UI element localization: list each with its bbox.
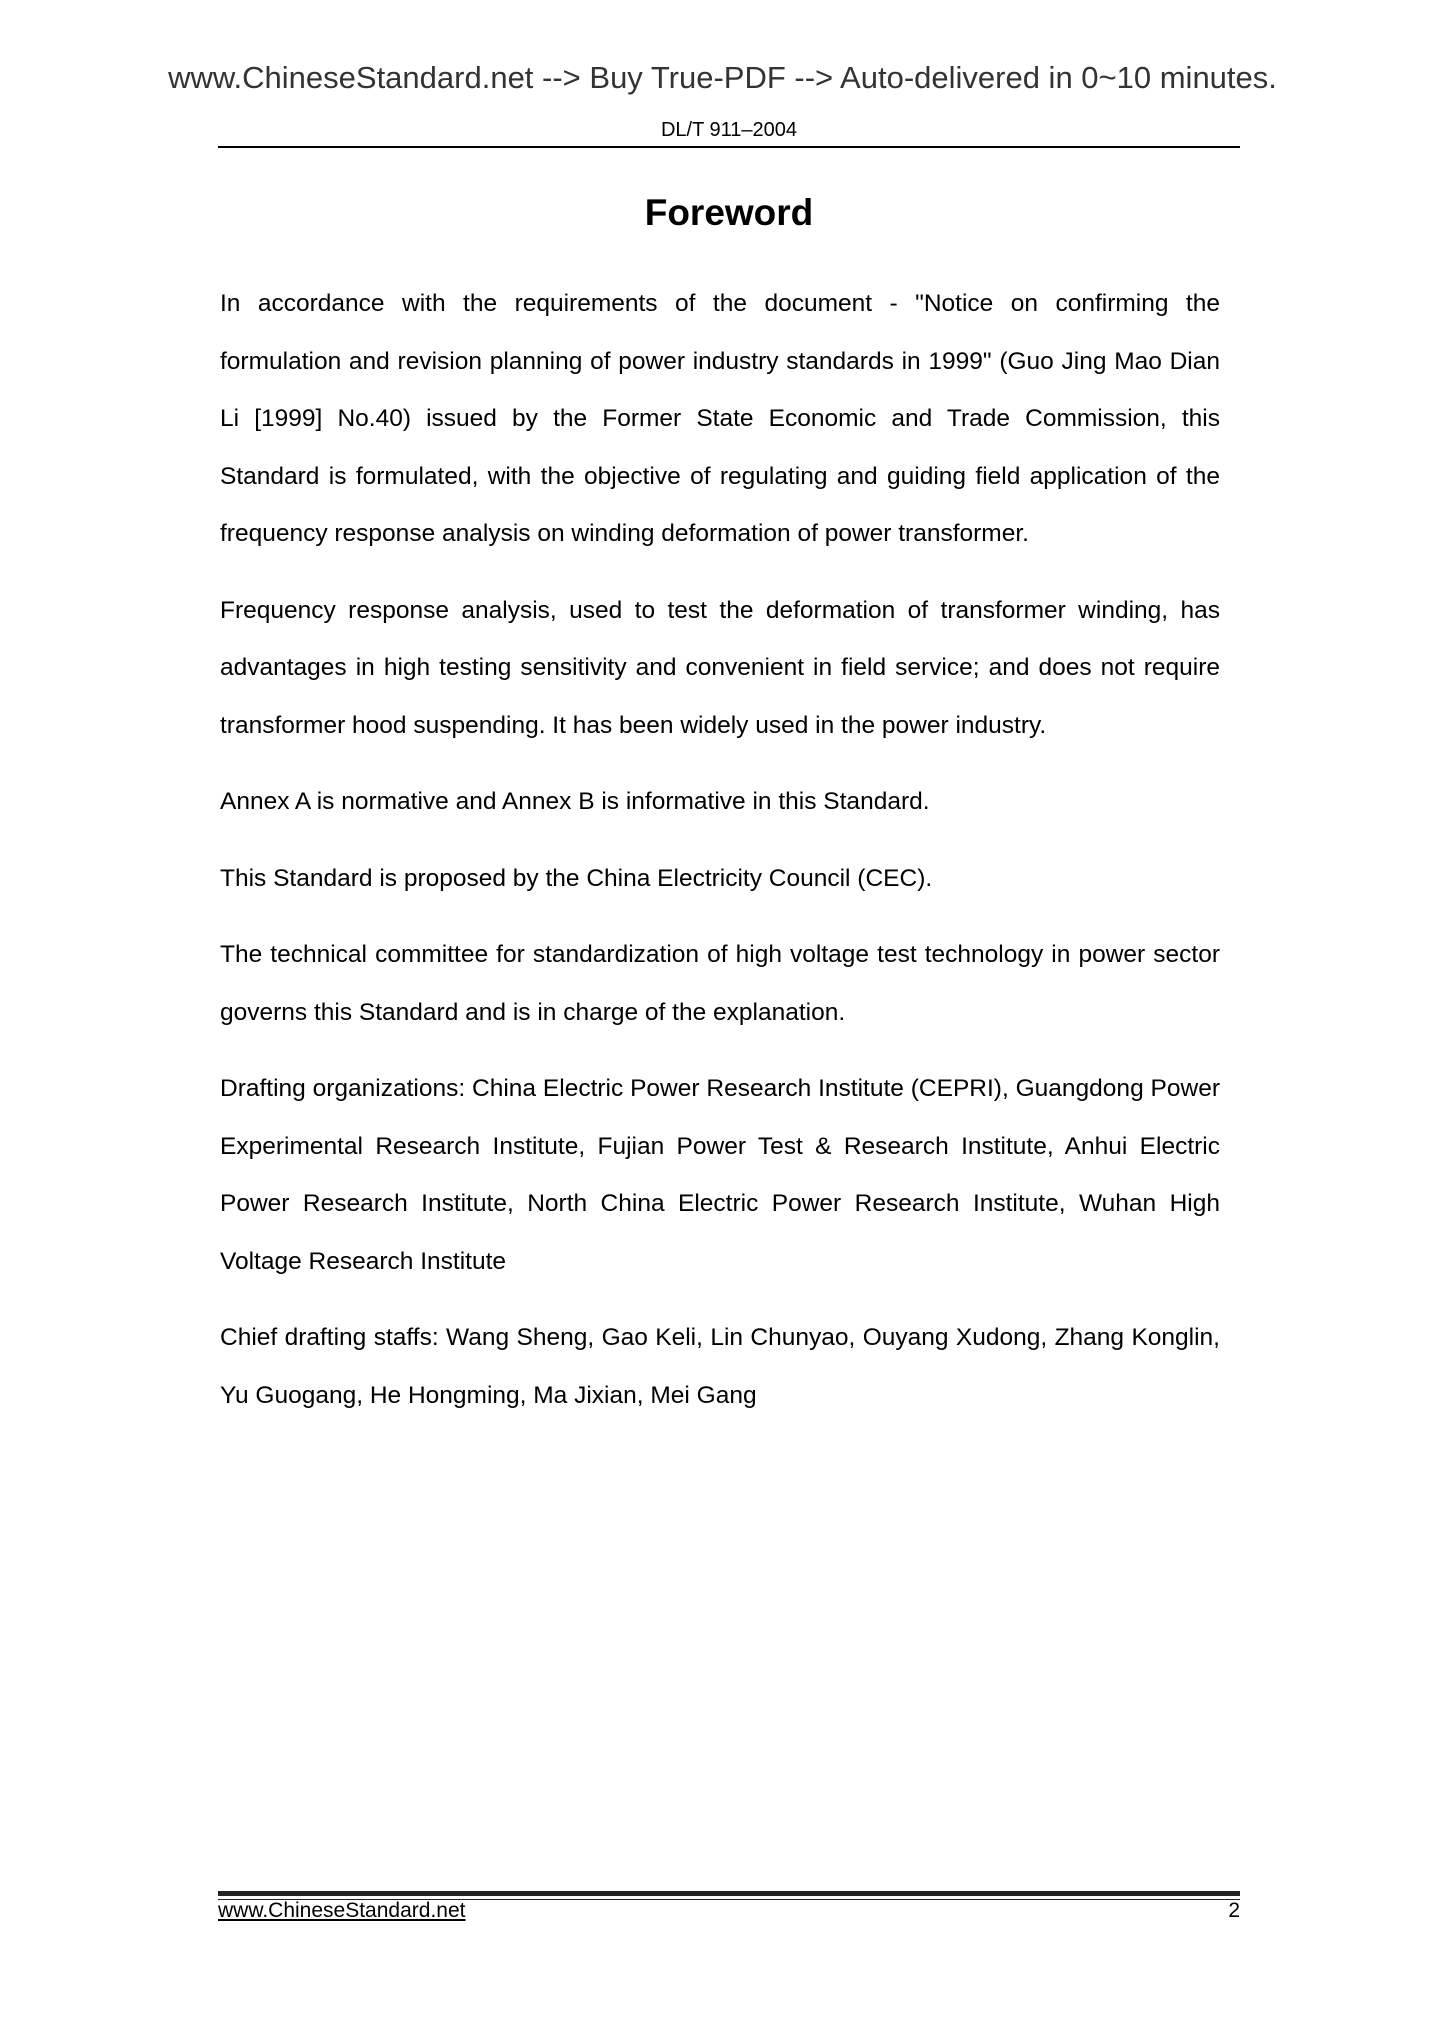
- paragraph-proposer: This Standard is proposed by the China Electricity Council (CEC).: [220, 864, 933, 892]
- page-title: Foreword: [644, 192, 814, 233]
- page-number: 2: [1228, 1899, 1240, 1922]
- footer-website-link[interactable]: www.ChineseStandard.net: [218, 1899, 466, 1922]
- promo-banner[interactable]: www.ChineseStandard.net --> Buy True-PDF --> Auto-delivered in 0~10 minutes.: [168, 60, 1277, 95]
- paragraph-committee: The technical committee for standardization of high voltage test technology in power sector governs this Standard and is in charge of the explanation.: [220, 941, 1220, 1026]
- paragraph-background: In accordance with the requirements of the document - "Notice on confirming the formulation and revision planning of power industry standards in 1999" (Guo Jing Mao Dian Li [1999] No.40) issued by the Former State Economic and Trade Commission, this Standard is formulated, with the objective of regulating and guiding field application of the frequency response analysis on winding deformation of power transformer.: [220, 290, 1220, 547]
- paragraph-drafting-staff: Chief drafting staffs: Wang Sheng, Gao Keli, Lin Chunyao, Ouyang Xudong, Zhang Konglin, Yu Guogang, He Hongming, Ma Jixian, Mei Gang: [220, 1324, 1220, 1409]
- paragraph-method: Frequency response analysis, used to test the deformation of transformer winding, has advantages in high testing sensitivity and convenient in field service; and does not require transformer hood suspending. It has been widely used in the power industry.: [220, 596, 1220, 739]
- document-code: DL/T 911–2004: [660, 119, 798, 141]
- paragraph-drafting-organizations: Drafting organizations: China Electric Power Research Institute (CEPRI), Guangdong Power Experimental Research Institute, Fujian Power Test & Research Institute, Anhui Electric Power Research Institute, North China Electric Power Research Institute, Wuhan High Voltage Research Institute: [220, 1075, 1220, 1275]
- footer-divider-thick: [218, 1891, 1240, 1896]
- header-divider: [218, 146, 1240, 148]
- foreword-body: [220, 275, 1220, 1443]
- paragraph-annexes: Annex A is normative and Annex B is informative in this Standard.: [220, 788, 930, 815]
